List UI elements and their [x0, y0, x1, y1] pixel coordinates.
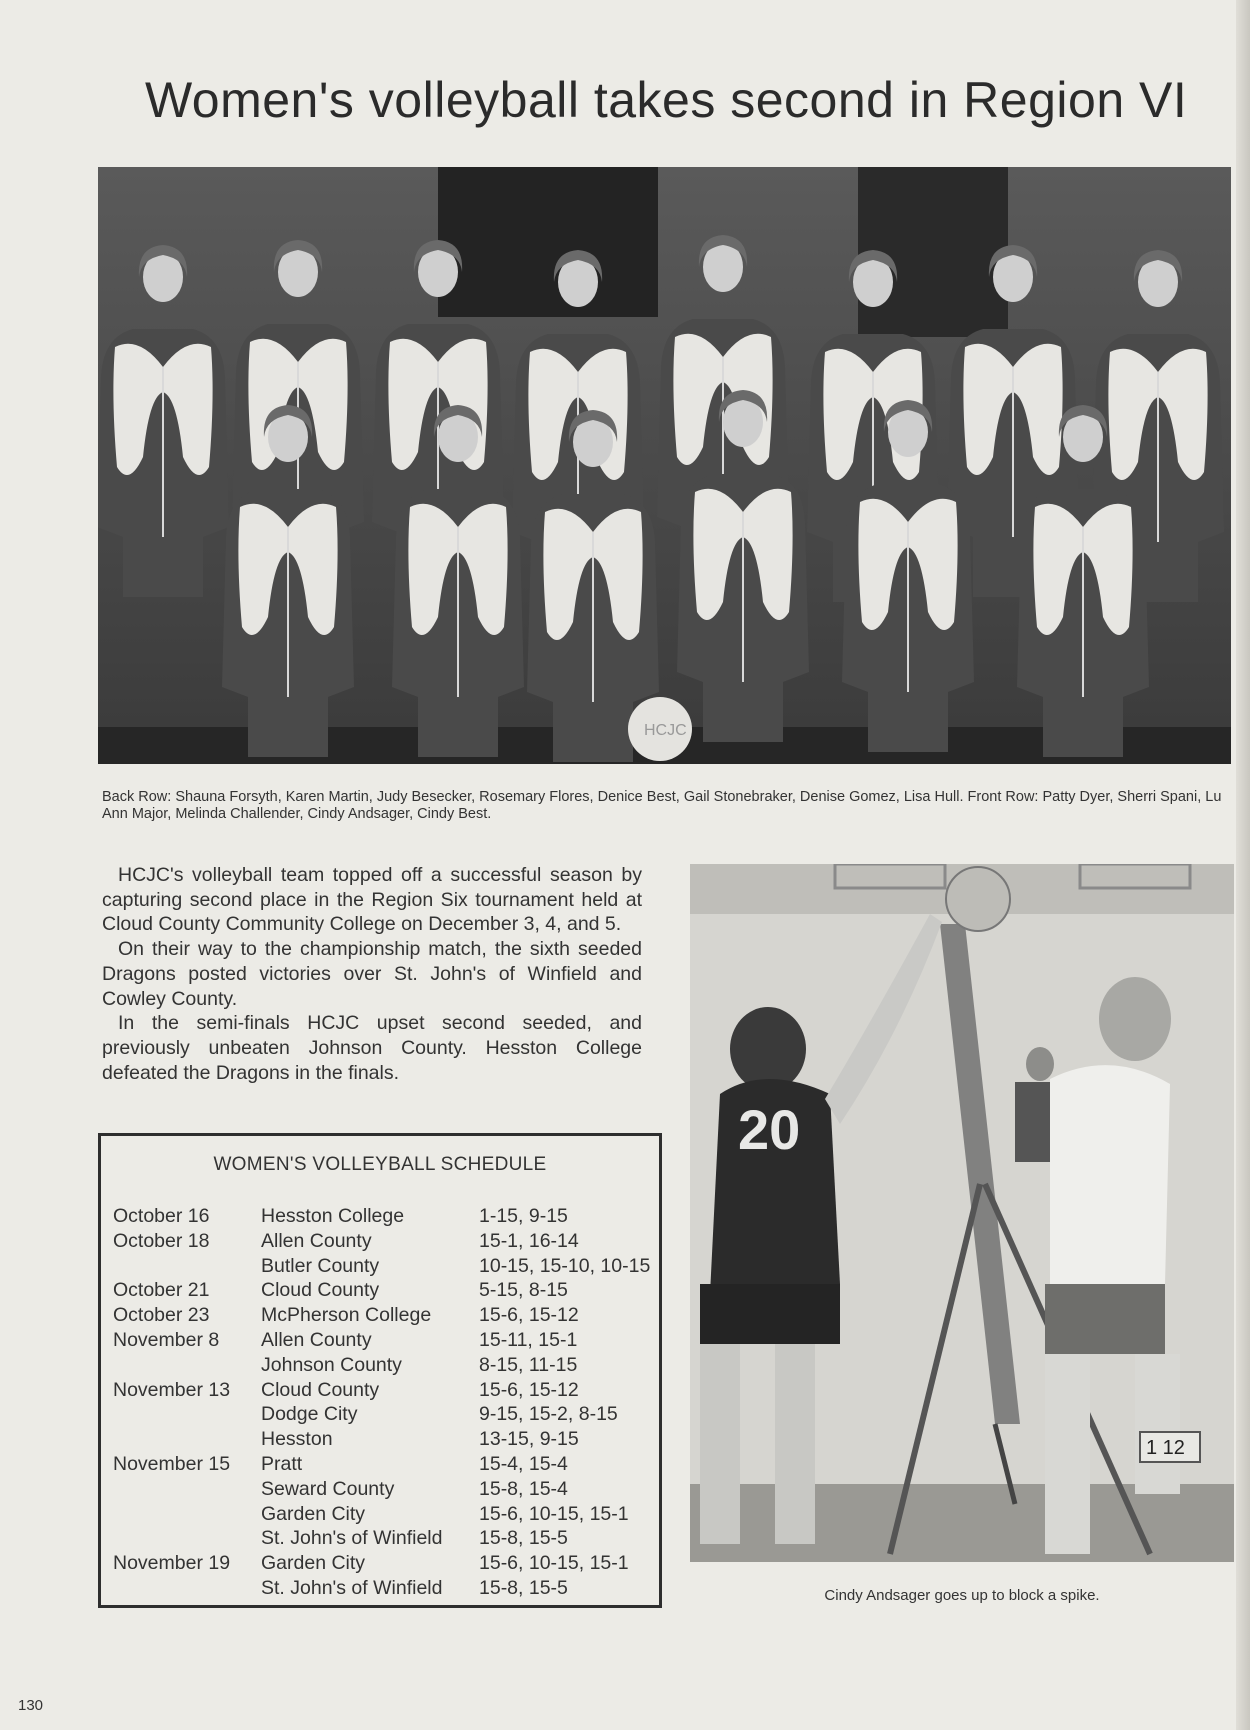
schedule-opponent: Cloud County: [261, 1378, 380, 1401]
schedule-opponent: Seward County: [261, 1477, 395, 1500]
schedule-row: [113, 1526, 658, 1551]
schedule-score: 15-1, 16-14: [479, 1229, 579, 1252]
schedule-date: October 16: [113, 1205, 210, 1227]
schedule-score: 5-15, 8-15: [479, 1279, 568, 1302]
schedule-score: 13-15, 9-15: [479, 1428, 579, 1451]
schedule-table: [113, 1204, 658, 1601]
schedule-date: November 19: [113, 1552, 231, 1575]
schedule-opponent: Hesston: [261, 1428, 333, 1451]
team-photo: [98, 167, 1231, 764]
schedule-row: [113, 1452, 658, 1477]
schedule-title: WOMEN'S VOLLEYBALL SCHEDULE: [213, 1154, 547, 1175]
schedule-row: [113, 1502, 658, 1527]
volleyball: [946, 867, 1010, 931]
jersey-number: 20: [738, 1098, 801, 1161]
schedule-opponent: Garden City: [261, 1502, 366, 1525]
schedule-date: November 15: [113, 1452, 231, 1475]
schedule-date: October 21: [113, 1279, 210, 1302]
schedule-date: November 13: [113, 1378, 231, 1401]
schedule-score: 15-11, 15-1: [479, 1328, 578, 1351]
schedule-score: 15-8, 15-5: [479, 1527, 568, 1550]
schedule-row: [113, 1204, 658, 1229]
schedule-date: November 8: [113, 1328, 220, 1351]
schedule-opponent: Hesston College: [261, 1205, 405, 1227]
action-photo-caption: Cindy Andsager goes up to block a spike.: [824, 1587, 1100, 1604]
schedule-row: [113, 1328, 658, 1353]
schedule-row: [113, 1427, 658, 1452]
schedule-opponent: Dodge City: [261, 1403, 358, 1426]
schedule-opponent: McPherson College: [261, 1304, 432, 1327]
schedule-opponent: Pratt: [261, 1452, 303, 1475]
schedule-opponent: Cloud County: [261, 1279, 380, 1302]
schedule-score: 15-6, 15-12: [479, 1304, 579, 1327]
schedule-score: 8-15, 11-15: [479, 1353, 578, 1376]
page-gutter-shadow: [1236, 0, 1250, 1730]
schedule-row: [113, 1303, 658, 1328]
schedule-opponent: St. John's of Winfield: [261, 1527, 443, 1550]
team-photo-caption: Back Row: Shauna Forsyth, Karen Martin, Judy Besecker, Rosemary Flores, Denice Best, Gail Stonebraker, Denise Gomez, Lisa Hull. Front Row: Patty Dyer, Sherri Spani, Lu Ann Major, Melinda Challender, Cindy Andsager, Cindy Best.: [102, 789, 1222, 822]
schedule-row: [113, 1278, 658, 1303]
schedule-opponent: St. John's of Winfield: [261, 1576, 443, 1599]
scoreboard-text: 1 12: [1146, 1437, 1185, 1459]
schedule-score: 10-15, 15-10, 10-15: [479, 1254, 651, 1277]
schedule-score: 15-6, 10-15, 15-1: [479, 1552, 629, 1575]
page-number: 130: [18, 1697, 44, 1714]
action-photo: [690, 864, 1234, 1562]
volleyball-label: HCJC: [644, 722, 687, 739]
article-body: [102, 863, 642, 1085]
schedule-score: 15-8, 15-4: [479, 1477, 568, 1500]
article-paragraph: In the semi-finals HCJC upset second seeded, and previously unbeaten Johnson County. Hesston College defeated the Dragons in the finals.: [102, 1012, 642, 1084]
schedule-opponent: Johnson County: [261, 1353, 402, 1376]
schedule-date: October 18: [113, 1229, 210, 1252]
schedule-score: 15-8, 15-5: [479, 1576, 568, 1599]
schedule-row: [113, 1353, 658, 1378]
schedule-row: [113, 1378, 658, 1403]
schedule-row: [113, 1551, 658, 1576]
page-title: Women's volleyball takes second in Region VI: [145, 72, 1188, 128]
schedule-score: 9-15, 15-2, 8-15: [479, 1403, 618, 1426]
schedule-row: [113, 1254, 658, 1279]
article-paragraph: HCJC's volleyball team topped off a successful season by capturing second place in the Region Six tournament held at Cloud County Community College on December 3, 4, and 5.: [102, 864, 642, 936]
schedule-opponent: Allen County: [261, 1229, 372, 1252]
schedule-score: 15-4, 15-4: [479, 1452, 568, 1475]
schedule-opponent: Garden City: [261, 1552, 366, 1575]
schedule-opponent: Allen County: [261, 1328, 372, 1351]
schedule-score: 1-15, 9-15: [479, 1205, 568, 1227]
schedule-row: [113, 1576, 658, 1601]
schedule-opponent: Butler County: [261, 1254, 380, 1277]
schedule-row: [113, 1477, 658, 1502]
schedule-row: [113, 1229, 658, 1254]
schedule-score: 15-6, 15-12: [479, 1378, 579, 1401]
schedule-box: [98, 1133, 662, 1608]
article-paragraph: On their way to the championship match, the sixth seeded Dragons posted victories over St. John's of Winfield and Cowley County.: [102, 938, 642, 1010]
schedule-score: 15-6, 10-15, 15-1: [479, 1502, 629, 1525]
schedule-row: [113, 1402, 658, 1427]
schedule-date: October 23: [113, 1304, 210, 1327]
